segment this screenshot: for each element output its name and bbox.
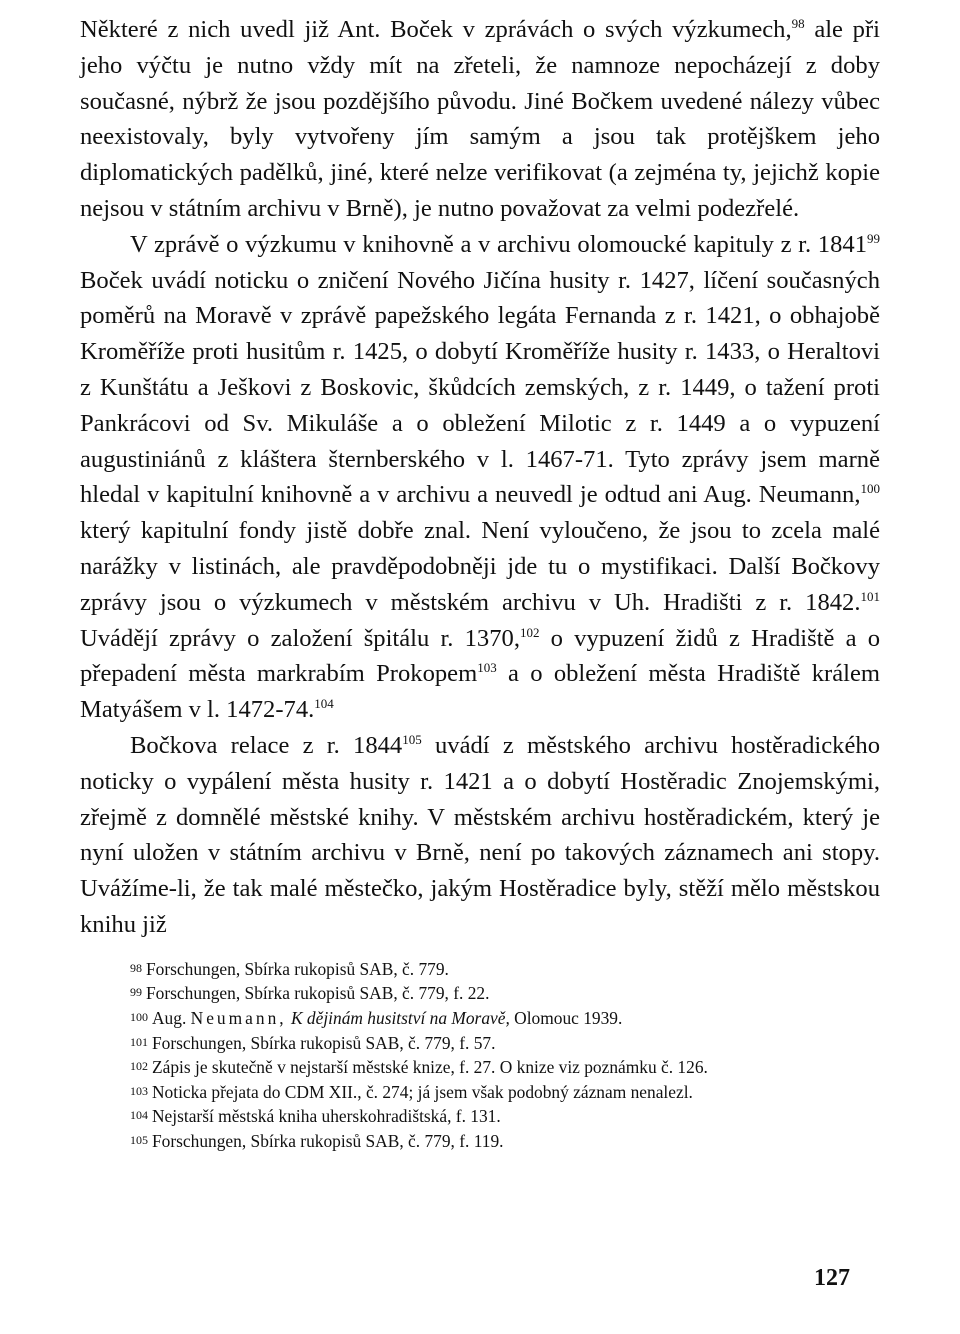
footnote-ref: 104 xyxy=(314,696,334,712)
page-number: 127 xyxy=(814,1265,850,1291)
page-content xyxy=(80,12,880,1153)
paragraph-text: Některé z nich uvedl již Ant. Boček v zprávách o svých výzkumech, xyxy=(80,16,792,43)
footnote-author: Neumann, xyxy=(190,1007,287,1028)
footnote xyxy=(80,1031,880,1056)
footnote xyxy=(80,1129,880,1154)
footnote-ref: 103 xyxy=(477,660,497,676)
footnote-text: Aug. xyxy=(152,1007,191,1028)
paragraph-text: uvádí z městského archivu hostěradického noticky o vypálení města husity r. 1421 a o dobytí Hostěradic Znojemskými, zřejmě z domnělé městské knihy. V městském archivu hostěradickém, který je nyní uložen v státním archivu v Brně, není po takových záznamech ani stopy. Uvážíme-li, že tak malé městečko, jakým Hostěradice byly, stěží mělo městskou knihu již xyxy=(80,731,880,938)
footnote-ref: 99 xyxy=(867,230,880,246)
footnote-title: K dějinám husitství na Moravě, xyxy=(290,1007,510,1028)
footnote-number: 101 xyxy=(130,1034,148,1049)
footnote-ref: 102 xyxy=(519,624,540,640)
footnote-text: Forschungen, Sbírka rukopisů SAB, č. 779. xyxy=(146,958,449,979)
footnote-number: 105 xyxy=(130,1132,148,1147)
footnote-text: Nejstarší městská kniha uherskohradištská, f. 131. xyxy=(152,1106,501,1127)
footnote-ref: 105 xyxy=(402,731,422,747)
paragraph-text: Bočkova relace z r. 1844 xyxy=(130,731,403,759)
paragraph-text: Boček uvádí noticku o zničení Nového Jičína husity r. 1427, líčení současných poměrů na Moravě v zprávě papežského legáta Fernanda z r. 1421, o obhajobě Kroměříže proti husitům r. 1425, o dobytí Kroměříže husity r. 1433, o Heraltovi z Kunštátu a Ješkovi z Boskovic, škůdcích zemských, z r. 1449, o tažení proti Pankrácovi od Sv. Mikuláše a o obležení Milotic z r. 1449 a o vypuzení augustiniánů z kláštera šternberského v l. 1467-71. Tyto zprávy jsem marně hledal v kapitulní knihovně a v archivu a neuvedl je odtud ani Aug. Neumann, xyxy=(80,266,880,509)
footnote-text: Noticka přejata do CDM XII., č. 274; já jsem však podobný záznam nenalezl. xyxy=(152,1081,693,1102)
paragraph-2 xyxy=(80,227,880,728)
paragraph-text: V zprávě o výzkumu v knihovně a v archivu olomoucké kapituly z r. 1841 xyxy=(130,230,867,258)
paragraph-text: Uvádějí zprávy o založení špitálu r. 1370, xyxy=(80,624,520,652)
footnote-number: 103 xyxy=(130,1083,148,1098)
footnote xyxy=(80,1055,880,1080)
footnote-number: 100 xyxy=(130,1009,148,1024)
footnote xyxy=(80,981,880,1006)
footnote-number: 99 xyxy=(130,985,142,1000)
footnote-text: Forschungen, Sbírka rukopisů SAB, č. 779, f. 119. xyxy=(152,1130,504,1151)
paragraph-text: o vypuzení židů z Hradiště a o přepadení města markrabím Prokopem xyxy=(80,624,880,688)
footnote xyxy=(80,957,880,982)
paragraph-3 xyxy=(80,728,880,943)
footnote xyxy=(80,1006,880,1031)
footnote-text: Olomouc 1939. xyxy=(509,1007,623,1028)
footnote-number: 98 xyxy=(130,960,142,975)
paragraph-text: ale při jeho výčtu je nutno vždy mít na zřeteli, že namnoze nepocházejí z doby současné, nýbrž že jsou pozdějšího původu. Jiné Bočkem uvedené nálezy vůbec neexistovaly, byly vytvořeny jím samým a jsou tak protějškem jeho diplomatických padělků, jiné, které nelze verifikovat (a zejména ty, jejichž kopie nejsou v státním archivu v Brně), je nutno považovat za velmi podezřelé. xyxy=(80,16,880,222)
paragraph-text: který kapitulní fondy jistě dobře znal. Není vyloučeno, že jsou to zcela malé narážky v listinách, ale pravděpodobněji jde tu o mystifikaci. Další Bočkovy zprávy jsou o výzkumech v městském archivu v Uh. Hradišti z r. 1842. xyxy=(80,517,880,616)
footnote-number: 104 xyxy=(130,1108,148,1123)
paragraph-1 xyxy=(80,12,880,227)
footnote-number: 102 xyxy=(130,1059,148,1074)
footnote xyxy=(80,1104,880,1129)
footnote xyxy=(80,1080,880,1105)
paragraph-text: a o obležení města Hradiště králem Matyášem v l. 1472-74. xyxy=(80,660,880,724)
footnote-ref: 101 xyxy=(860,588,880,604)
footnote-text: Forschungen, Sbírka rukopisů SAB, č. 779, f. 57. xyxy=(152,1032,496,1053)
footnote-text: Zápis je skutečně v nejstarší městské knize, f. 27. O knize viz poznámku č. 126. xyxy=(152,1057,708,1078)
footnotes xyxy=(80,957,880,1154)
footnote-text: Forschungen, Sbírka rukopisů SAB, č. 779, f. 22. xyxy=(146,983,490,1004)
footnote-ref: 100 xyxy=(860,481,880,497)
footnote-ref: 98 xyxy=(791,16,805,31)
